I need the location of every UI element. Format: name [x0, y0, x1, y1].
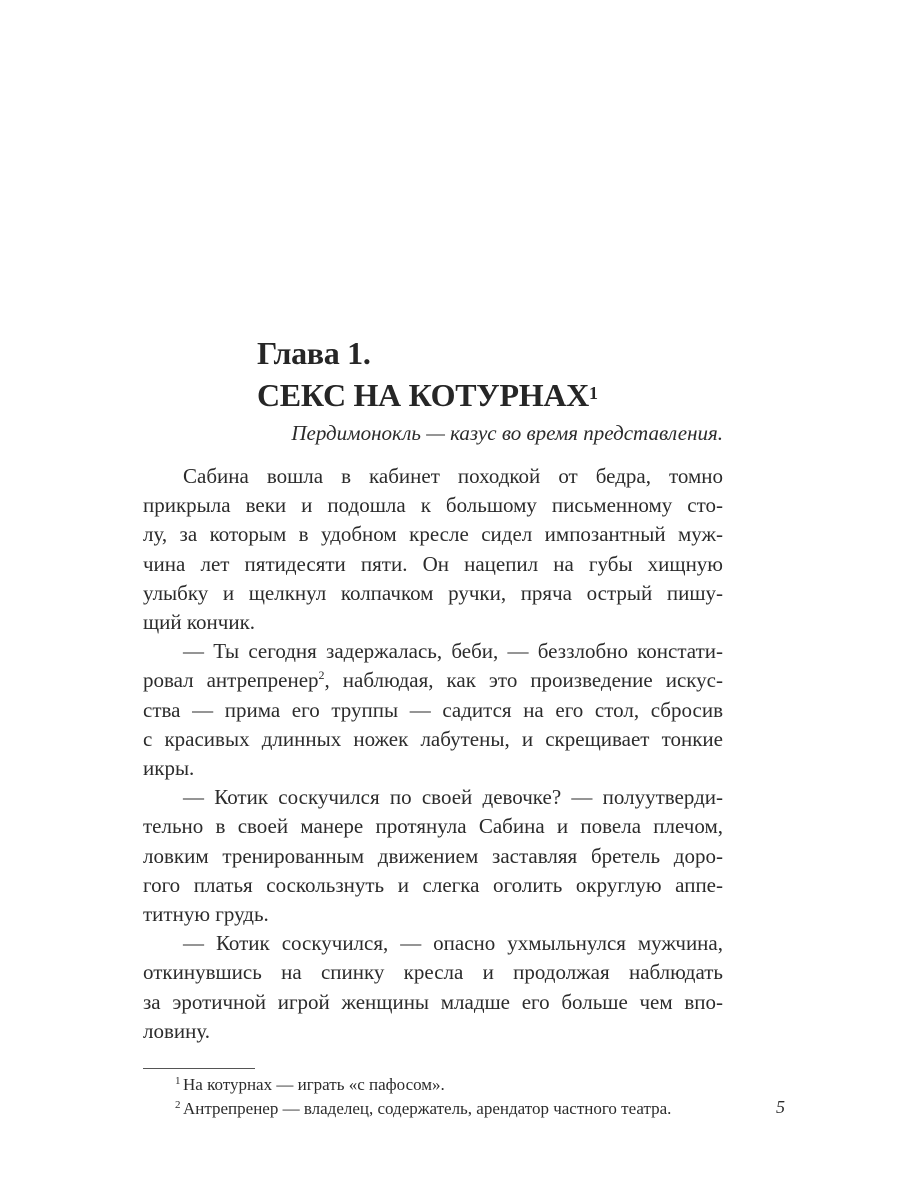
text-fragment: , наблюдая, как это произведение искус-	[324, 668, 723, 693]
text-line: откинувшись на спинку кресла и продолжая наблюдать	[143, 960, 723, 985]
text-line: улыбку и щелкнул колпачком ручки, пряча острый пишу-	[143, 580, 723, 605]
footnote-number: 2	[175, 1099, 181, 1111]
text-line: чина лет пятидесяти пяти. Он нацепил на губы хищную	[143, 551, 723, 576]
text-fragment: ровал антрепренер	[143, 668, 319, 693]
text-line: ловину.	[143, 1018, 211, 1043]
paragraph-3	[143, 783, 723, 929]
text-line: гого платья соскользнуть и слегка оголить округлую аппе-	[143, 872, 723, 897]
paragraph-2	[143, 637, 723, 783]
text-line: тельно в своей манере протянула Сабина и повела плечом,	[143, 814, 723, 839]
footnote-1	[143, 1073, 743, 1097]
footnote-divider	[143, 1068, 255, 1069]
chapter-title-text: СЕКС НА КОТУРНАХ	[257, 377, 589, 413]
body-text	[143, 462, 723, 1046]
page-number: 5	[776, 1097, 785, 1117]
text-line: икры.	[143, 756, 195, 781]
text-line: ловким тренированным движением заставляя бретель доро-	[143, 843, 723, 868]
text-line: за эротичной игрой женщины младше его больше чем впо-	[143, 989, 723, 1014]
footnote-number: 1	[175, 1075, 181, 1087]
chapter-heading	[257, 332, 727, 416]
chapter-title	[257, 374, 727, 416]
paragraph-1	[143, 462, 723, 637]
chapter-label: Глава 1.	[257, 335, 371, 371]
footnote-ref-1[interactable]: 1	[588, 383, 598, 403]
footnote-2	[143, 1097, 743, 1121]
paragraph-4	[143, 929, 723, 1046]
footnotes	[143, 1073, 743, 1121]
footnote-text: Антрепренер — владелец, содержатель, арендатор частного театра.	[183, 1099, 672, 1118]
text-line: лу, за которым в удобном кресле сидел импозантный муж-	[143, 522, 723, 547]
text-line: титную грудь.	[143, 902, 269, 927]
text-line: с красивых длинных ножек лабутены, и скрещивает тонкие	[143, 726, 723, 751]
footnote-text: На котурнах — играть «с пафосом».	[183, 1075, 445, 1094]
text-line: — Котик соскучился, — опасно ухмыльнулся мужчина,	[183, 931, 723, 956]
text-line: ства — прима его труппы — садится на его стол, сбросив	[143, 697, 723, 722]
text-line: — Ты сегодня задержалась, беби, — беззлобно констати-	[183, 639, 723, 664]
text-line: Сабина вошла в кабинет походкой от бедра, томно	[183, 464, 723, 488]
text-line: щий кончик.	[143, 610, 256, 635]
epigraph: Пердимонокль — казус во время представления.	[291, 421, 723, 445]
footnote-ref-2[interactable]: 2	[318, 668, 325, 683]
text-line: — Котик соскучился по своей девочке? — полуутверди-	[183, 785, 723, 810]
text-line: прикрыла веки и подошла к большому письменному сто-	[143, 493, 723, 518]
text-line	[143, 666, 723, 695]
